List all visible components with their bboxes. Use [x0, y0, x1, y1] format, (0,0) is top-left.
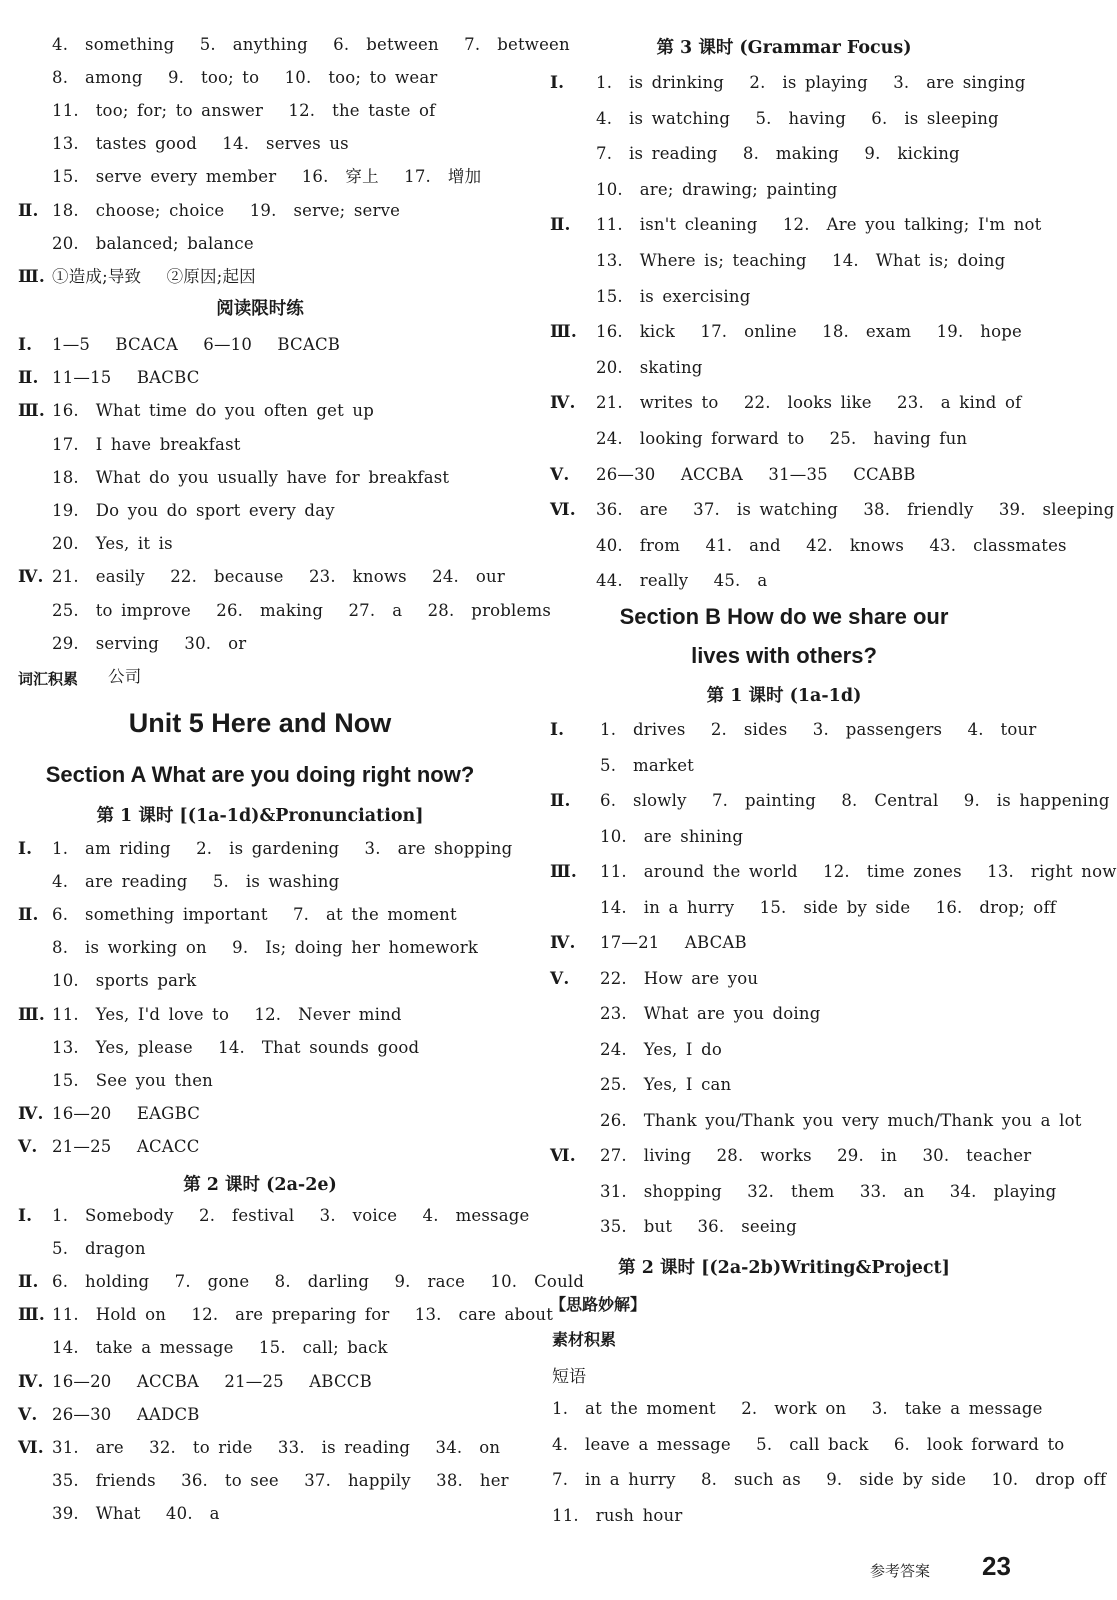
answer-text: 1. drives 2. sides 3. passengers 4. tour [600, 720, 1037, 739]
roman-numeral: Ⅲ. [550, 322, 578, 343]
answer-text: 22. How are you [600, 968, 759, 988]
answer-text: 7. in a hurry 8. such as 9. side by side 10. drop off [552, 1470, 1107, 1489]
answer-line [18, 865, 339, 899]
answer-text: 11. too; for; to answer 12. the taste of [52, 101, 436, 121]
answer-text: 6. something important 7. at the moment [52, 905, 457, 925]
roman-numeral: Ⅳ. [550, 393, 576, 414]
answer-line [18, 461, 449, 495]
section-a-title: Section A What are you doing right now? [45, 762, 475, 787]
answer-text: 5. dragon [52, 1239, 146, 1259]
answer-text: 16. kick 17. online 18. exam 19. hope [596, 322, 1022, 342]
roman-numeral: Ⅰ. [18, 1206, 33, 1226]
answer-text: 25. to improve 26. making 27. a 28. problems [52, 600, 552, 620]
roman-numeral: Ⅲ. [550, 862, 578, 882]
answer-line [550, 66, 1026, 100]
answer-text: 35. but 36. seeing [600, 1217, 797, 1236]
answer-text: 1. at the moment 2. work on 3. take a message [552, 1399, 1043, 1418]
roman-numeral: Ⅳ. [18, 567, 44, 588]
answer-line [550, 244, 1005, 278]
answer-text: 14. in a hurry 15. side by side 16. drop; off [600, 897, 1057, 917]
answer-line [18, 594, 551, 628]
answer-line [18, 194, 400, 228]
answer-line [18, 898, 457, 932]
section-b-title: lives with others? [691, 643, 877, 668]
answer-text: 10. are; drawing; painting [596, 179, 838, 199]
answer-line [18, 1031, 419, 1065]
answer-text: 11. isn't cleaning 12. Are you talking; I'm not [596, 215, 1042, 235]
roman-numeral: Ⅲ. [18, 1004, 46, 1025]
material-label: 素材积累 [552, 1330, 617, 1349]
answer-line [18, 227, 254, 261]
answer-line [550, 997, 820, 1031]
answer-text: 17—21 ABCAB [600, 933, 747, 952]
answer-text: 4. something 5. anything 6. between 7. between [52, 35, 570, 54]
answer-text: 6. holding 7. gone 8. darling 9. race 10. Could [52, 1272, 585, 1292]
answer-text: 24. looking forward to 25. having fun [596, 429, 968, 448]
roman-numeral: Ⅳ. [18, 1103, 44, 1124]
answer-text: 27. living 28. works 29. in 30. teacher [600, 1146, 1032, 1165]
answer-text: 13. tastes good 14. serves us [52, 134, 349, 154]
answer-line [552, 1463, 1106, 1497]
answer-text: 1. Somebody 2. festival 3. voice 4. message [52, 1206, 530, 1225]
answer-text: 29. serving 30. or [52, 633, 247, 653]
lesson-heading: 第 2 课时 (2a-2e) [183, 1175, 337, 1195]
answer-line [550, 173, 838, 207]
answer-text: 21. writes to 22. looks like 23. a kind of [596, 393, 1022, 413]
answer-text: 10. are shining [600, 826, 744, 846]
answer-line [18, 361, 200, 395]
answer-line [18, 560, 505, 594]
answer-line [550, 564, 767, 598]
roman-numeral: Ⅴ. [18, 1404, 38, 1425]
phrase-label: 短语 [552, 1367, 586, 1387]
answer-line [550, 1068, 731, 1102]
answer-text: 40. from 41. and 42. knows 43. classmates [596, 535, 1067, 555]
answer-text: 26—30 AADCB [52, 1404, 200, 1424]
answer-text: 14. take a message 15. call; back [52, 1338, 388, 1358]
answer-line [550, 1104, 1082, 1138]
roman-numeral: Ⅱ. [550, 215, 571, 236]
footer-tag: 参考答案 [870, 1562, 931, 1580]
answer-text: 13. Where is; teaching 14. What is; doing [596, 251, 1006, 270]
answer-line [18, 494, 335, 528]
answer-line [550, 1210, 797, 1244]
answer-line [18, 160, 481, 194]
answer-line [18, 527, 173, 561]
roman-numeral: Ⅴ. [550, 464, 570, 485]
answer-text: 16—20 ACCBA 21—25 ABCCB [52, 1371, 372, 1391]
roman-numeral: Ⅵ. [550, 500, 576, 521]
roman-numeral: Ⅵ. [18, 1437, 44, 1458]
answer-line [18, 1199, 530, 1233]
answer-line [18, 28, 570, 62]
answer-line [18, 1431, 500, 1465]
reading-practice-heading: 阅读限时练 [216, 299, 304, 319]
answer-line [18, 127, 349, 161]
answer-text: 20. Yes, it is [52, 534, 173, 554]
lesson-heading: 第 3 课时 (Grammar Focus) [656, 38, 912, 58]
answer-text: 8. among 9. too; to 10. too; to wear [52, 68, 438, 88]
answer-line [550, 422, 967, 456]
answer-text: 39. What 40. a [52, 1503, 220, 1523]
answer-line [550, 280, 751, 314]
answer-line [550, 386, 1021, 420]
lesson-heading: 第 2 课时 [(2a-2b)Writing&Project] [618, 1258, 950, 1278]
answer-text: 4. leave a message 5. call back 6. look forward to [552, 1434, 1065, 1454]
answer-text: 1—5 BCACA 6—10 BCACB [52, 335, 341, 354]
vocab-label: 词汇积累 [18, 670, 79, 688]
answer-text: 21. easily 22. because 23. knows 24. our [52, 567, 505, 587]
answer-line [18, 931, 478, 965]
answer-text: 31. are 32. to ride 33. is reading 34. on [52, 1437, 501, 1457]
answer-line [550, 1033, 722, 1067]
answer-text: 13. Yes, please 14. That sounds good [52, 1037, 420, 1057]
answer-text: 10. sports park [52, 971, 197, 991]
roman-numeral: Ⅴ. [550, 968, 570, 989]
roman-numeral: Ⅰ. [550, 73, 565, 93]
answer-text: 18. choose; choice 19. serve; serve [52, 200, 401, 220]
section-b-title: Section B How do we share our [619, 604, 949, 629]
answer-line [18, 94, 435, 128]
answer-line [550, 529, 1067, 563]
answer-line [18, 1130, 200, 1164]
answer-text: 8. is working on 9. Is; doing her homework [52, 938, 479, 958]
answer-text: 20. balanced; balance [52, 233, 254, 253]
answer-text: 25. Yes, I can [600, 1075, 732, 1094]
answer-line [550, 926, 747, 960]
roman-numeral: Ⅱ. [18, 905, 39, 926]
answer-text: 35. friends 36. to see 37. happily 38. her [52, 1470, 509, 1490]
answer-text: 7. is reading 8. making 9. kicking [596, 144, 960, 164]
answer-text: ①造成;导致 ②原因;起因 [52, 266, 256, 286]
answer-line [18, 328, 340, 362]
answer-line [18, 998, 402, 1032]
answer-line [18, 61, 437, 95]
roman-numeral: Ⅵ. [550, 1146, 576, 1166]
roman-numeral: Ⅱ. [18, 368, 39, 389]
answer-line [18, 394, 374, 428]
answer-text: 16. What time do you often get up [52, 401, 374, 421]
answer-line [550, 351, 703, 385]
answer-line [550, 1139, 1031, 1173]
answer-text: 15. serve every member 16. 穿上 17. 增加 [52, 167, 482, 187]
answer-line [552, 1499, 682, 1533]
roman-numeral: Ⅲ. [18, 401, 46, 422]
answer-line [550, 749, 694, 783]
answer-text: 17. I have breakfast [52, 434, 241, 454]
answer-line [550, 493, 1114, 527]
idea-label: 【思路妙解】 [550, 1295, 647, 1314]
lesson-heading: 第 1 课时 (1a-1d) [706, 686, 862, 706]
answer-line [18, 627, 246, 661]
answer-line [550, 137, 960, 171]
roman-numeral: Ⅰ. [18, 839, 33, 859]
vocab-value: 公司 [108, 667, 142, 686]
roman-numeral: Ⅲ. [18, 266, 46, 287]
answer-line [552, 1392, 1043, 1426]
answer-line [550, 1175, 1056, 1209]
answer-text: 11—15 BACBC [52, 368, 200, 388]
lesson-heading: 第 1 课时 [(1a-1d)&Pronunciation] [96, 806, 424, 826]
answer-line [18, 260, 256, 294]
answer-text: 4. are reading 5. is washing [52, 872, 340, 892]
answer-line [550, 458, 916, 492]
answer-text: 6. slowly 7. painting 8. Central 9. is happening [600, 791, 1110, 810]
answer-line [18, 1298, 553, 1332]
roman-numeral: Ⅰ. [550, 720, 565, 740]
answer-line [18, 1097, 200, 1131]
answer-text: 19. Do you do sport every day [52, 501, 335, 520]
answer-line [550, 962, 758, 996]
answer-text: 11. around the world 12. time zones 13. right now [600, 862, 1117, 881]
answer-text: 20. skating [596, 357, 703, 377]
page-number: 23 [982, 1551, 1011, 1581]
answer-line [18, 1331, 388, 1365]
answer-line [550, 713, 1036, 747]
answer-text: 26. Thank you/Thank you very much/Thank you a lot [600, 1110, 1082, 1130]
roman-numeral: Ⅳ. [18, 1371, 44, 1392]
answer-text: 21—25 ACACC [52, 1136, 200, 1156]
answer-line [550, 315, 1022, 349]
answer-line [552, 1428, 1064, 1462]
answer-line [18, 964, 196, 998]
answer-line [18, 428, 241, 462]
answer-line [18, 1497, 220, 1531]
answer-text: 23. What are you doing [600, 1004, 821, 1023]
answer-line [18, 1365, 372, 1399]
roman-numeral: Ⅱ. [550, 791, 571, 811]
answer-line [18, 1232, 146, 1266]
answer-line [550, 855, 1117, 889]
answer-text: 4. is watching 5. having 6. is sleeping [596, 108, 999, 128]
answer-text: 1. am riding 2. is gardening 3. are shopping [52, 839, 513, 858]
answer-text: 44. really 45. a [596, 571, 768, 591]
answer-line [550, 820, 743, 854]
roman-numeral: Ⅳ. [550, 933, 576, 953]
answer-text: 36. are 37. is watching 38. friendly 39. sleeping [596, 500, 1115, 520]
answer-text: 26—30 ACCBA 31—35 CCABB [596, 464, 916, 484]
answer-text: 1. is drinking 2. is playing 3. are singing [596, 73, 1026, 92]
answer-line [18, 832, 512, 866]
answer-text: 5. market [600, 755, 694, 775]
roman-numeral: Ⅰ. [18, 335, 33, 355]
roman-numeral: Ⅴ. [18, 1136, 38, 1157]
answer-text: 18. What do you usually have for breakfast [52, 467, 450, 487]
answer-line [550, 102, 999, 136]
answer-text: 15. See you then [52, 1070, 213, 1090]
answer-text: 15. is exercising [596, 286, 751, 306]
answer-text: 16—20 EAGBC [52, 1103, 201, 1123]
answer-text: 11. Hold on 12. are preparing for 13. care about [52, 1305, 554, 1325]
roman-numeral: Ⅱ. [18, 200, 39, 221]
answer-line [550, 891, 1056, 925]
answer-text: 24. Yes, I do [600, 1039, 722, 1059]
answer-line [18, 1265, 584, 1299]
answer-line [550, 208, 1041, 242]
answer-line [18, 1398, 200, 1432]
answer-line [550, 784, 1110, 818]
roman-numeral: Ⅲ. [18, 1305, 46, 1326]
answer-line [18, 1064, 213, 1098]
roman-numeral: Ⅱ. [18, 1272, 39, 1293]
answer-text: 11. rush hour [552, 1505, 683, 1525]
answer-text: 11. Yes, I'd love to 12. Never mind [52, 1004, 402, 1024]
answer-line [18, 1464, 509, 1498]
answer-text: 31. shopping 32. them 33. an 34. playing [600, 1181, 1057, 1201]
unit-title: Unit 5 Here and Now [128, 708, 392, 738]
